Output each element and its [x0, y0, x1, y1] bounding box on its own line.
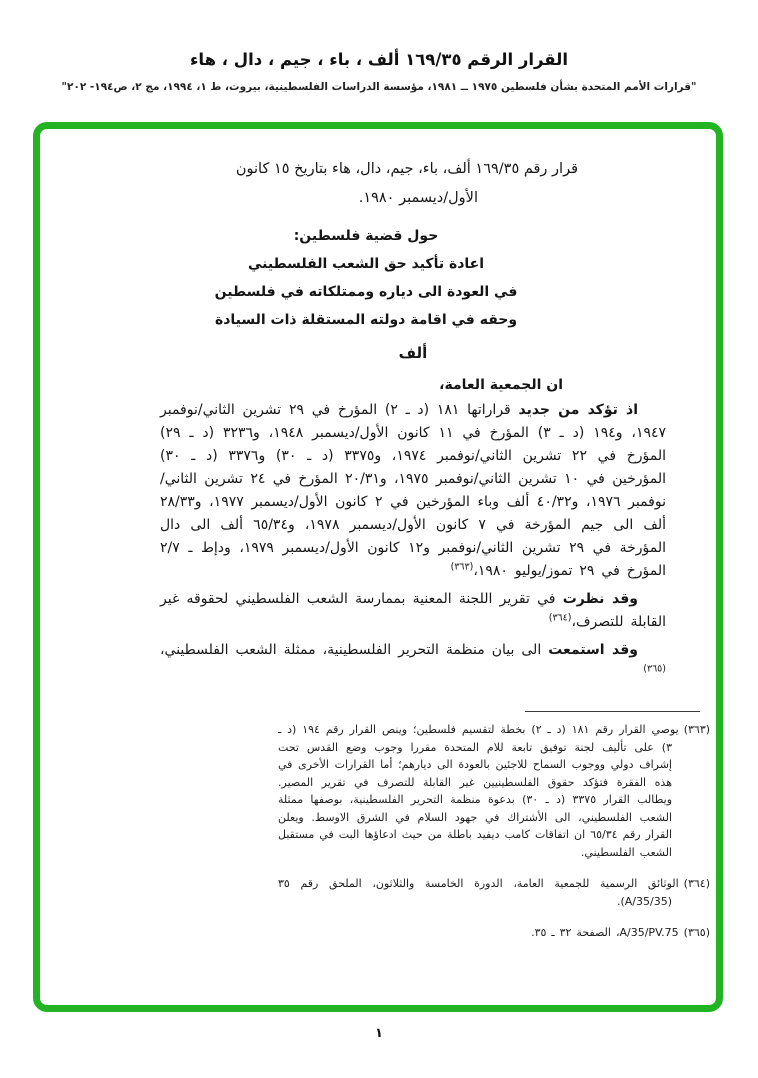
section-letter-alif: ألف [398, 344, 428, 362]
resolution-text-column [40, 129, 716, 711]
footnote-363-number: (٣٦٣) [683, 723, 711, 736]
paragraph-1-lead: اذ تؤكد من جديد [518, 402, 639, 418]
subject-line-2: اعادة تأكيد حق الشعب الفلسطيني [247, 256, 485, 272]
footnote-divider-rule [525, 711, 700, 712]
subject-line-1: حول قضية فلسطين: [293, 228, 439, 244]
footnote-364-number: (٣٦٤) [683, 877, 710, 890]
page-header [0, 0, 758, 93]
footnote-364-text: الوثائق الرسمية للجمعية العامة، الدورة الخامسة والثلاثون، الملحق رقم ٣٥ (A/35/35). [278, 877, 679, 908]
paragraph-3-text: الى بيان منظمة التحرير الفلسطينية، ممثلة الشعب الفلسطيني، [160, 642, 549, 658]
green-border-frame [33, 122, 723, 1012]
footnote-ref-365: (٣٦٥) [643, 663, 666, 675]
subject-line-4: وحقه في اقامة دولته المستقلة ذات السيادة [214, 312, 518, 328]
paragraph-1-text: قراراتها ١٨١ (د ـ ٢) المؤرخ في ٢٩ تشرين الثاني/نوفمبر ١٩٤٧، و١٩٤ (د ـ ٣) المؤرخ في ١١ كانون الأول/ديسمبر ١٩٤٨، و٣٢٣٦ (د ـ ٢٩) المؤرخ في ٢٢ تشرين الثاني/نوفمبر ١٩٧٤، و٣٣٧٥ (د ـ ٣٠) و٣٣٧٦ (د ـ ٣٠) المؤرخين في ١٠ تشرين الثاني/نوفمبر ١٩٧٥، و٢٠/٣١ المؤرخ في ٢٤ تشرين الثاني/نوفمبر ١٩٧٦، و٤٠/٣٢ ألف وباء المؤرخين في ٢ كانون الأول/ديسمبر ١٩٧٧، و٢٨/٣٣ ألف الى جيم المؤرخة في ٧ كانون الأول/ديسمبر ١٩٧٨، و٦٥/٣٤ ألف الى دال المؤرخة في ٢٩ تشرين الثاني/نوفمبر و١٢ كانون الأول/ديسمبر ١٩٧٩، ودإط ـ ٢/٧ المؤرخ في ٢٩ تموز/يوليو ١٩٨٠، [160, 402, 667, 579]
paragraph-2-text: في تقرير اللجنة المعنية بممارسة الشعب الفلسطيني لحقوقه غير القابلة للتصرف، [160, 591, 666, 630]
footnote-363-text: يوصي القرار رقم ١٨١ (د ـ ٢) بخطة لتقسيم فلسطين؛ وينص القرار رقم ١٩٤ (د ـ ٣) على تأليف لجنة توفيق تابعة للام المتحدة مقررا وجوب وضع القدس تحت إشراف دولي ووجوب السماح للاجئين بالعودة الى ديارهم؛ أما القرارات الأخرى في هذه الفقرة فتؤكد حقوق الفلسطينيين غير القابلة للتصرف في تقرير المصير. ويطالب القرار ٣٣٧٥ (د ـ ٣٠) بدعوة منظمة التحرير الفلسطينية، بوصفها ممثلة الشعب الفلسطيني، الى الأشتراك في جهود السلام في الشرق الاوسط. ويعلن القرار رقم ٦٥/٣٤ ان اتفاقات كامب ديفيد باطلة من حيث ادعاؤها البت في مستقبل الشعب الفلسطيني. [278, 723, 679, 859]
footnote-364 [278, 875, 710, 910]
resolution-subject-block [201, 222, 531, 334]
source-citation-line: "قرارات الأمم المتحدة بشأن فلسطين ١٩٧٥ ــ ١٩٨١، مؤسسة الدراسات الفلسطينية، بيروت، ط ١، ١٩٩٤، مج ٢، ص١٩٤- ٢٠٢" [61, 81, 697, 93]
resolution-number-title: القرار الرقم ١٦٩/٣٥ ألف ، باء ، جيم ، دال ، هاء [189, 50, 569, 69]
footnote-ref-363: (٣٦٣) [450, 561, 474, 573]
paragraph-2-lead: وقد نظرت [562, 591, 638, 607]
footnote-365-text: A/35/PV.75، الصفحة ٣٢ ـ ٣٥. [531, 926, 679, 939]
resolution-intro-line-1: قرار رقم ١٦٩/٣٥ ألف، باء، جيم، دال، هاء بتاريخ ١٥ كانون [235, 161, 578, 177]
footnote-363 [278, 721, 710, 861]
footnote-ref-364: (٣٦٤) [548, 612, 572, 624]
footnote-365-number: (٣٦٥) [683, 926, 710, 939]
footnotes-section [278, 711, 710, 942]
resolution-intro-line-2: الأول/ديسمبر ١٩٨٠. [358, 190, 478, 206]
paragraph-3-lead: وقد استمعت [548, 642, 638, 658]
preamble-paragraph-3 [160, 639, 666, 685]
general-assembly-opening: ان الجمعية العامة، [439, 377, 563, 393]
footnote-365 [278, 924, 710, 942]
subject-line-3: في العودة الى دياره وممتلكاته في فلسطين [214, 284, 518, 300]
preamble-paragraph-2 [160, 588, 666, 634]
page-number: ١ [375, 1026, 383, 1041]
preamble-paragraph-1 [160, 399, 666, 583]
